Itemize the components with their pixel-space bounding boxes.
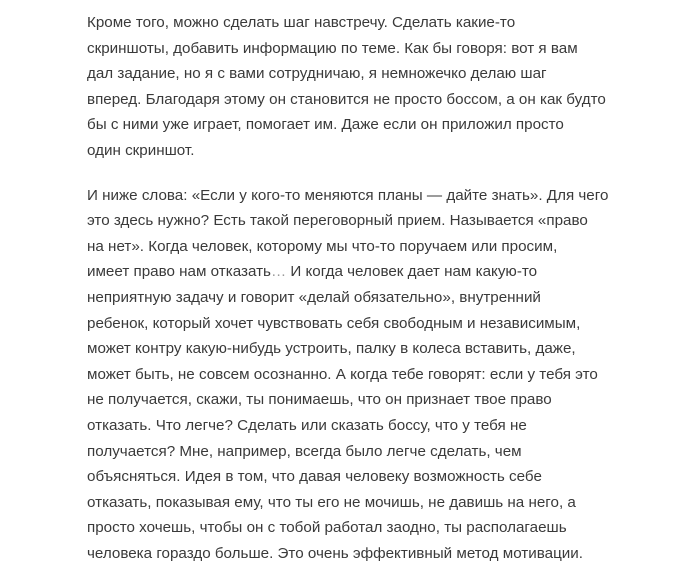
text-line: ребенок, который хочет чувствовать себя свободным и независимым, xyxy=(87,314,581,332)
text-line: отказать, показывая ему, что ты его не мочишь, не давишь на него, а xyxy=(87,493,576,511)
text-segment: имеет право нам отказать xyxy=(87,263,271,281)
text-line: неприятную задачу и говорит «делай обязательно», внутренний xyxy=(87,288,541,306)
text-line xyxy=(87,259,607,285)
text-line: это здесь нужно? Есть такой переговорный прием. Называется «право xyxy=(87,212,588,230)
text-line: бы с ними уже играет, помогает им. Даже если он приложил просто xyxy=(87,116,564,134)
paragraph-1 xyxy=(87,10,607,164)
text-line: получается? Мне, например, всегда было легче сделать, чем xyxy=(87,442,522,460)
ellipsis: … xyxy=(270,263,287,281)
text-line: объясняться. Идея в том, что давая человеку возможность себе xyxy=(87,468,542,486)
article-body xyxy=(87,10,607,585)
text-line: может быть, не совсем осознанно. А когда тебе говорят: если у тебя это xyxy=(87,365,598,383)
text-segment: И когда человек дает нам какую-то xyxy=(286,263,538,281)
text-line: отказать. Что легче? Сделать или сказать боссу, что у тебя не xyxy=(87,416,527,434)
text-line: просто хочешь, чтобы он с тобой работал заодно, ты располагаешь xyxy=(87,519,567,537)
text-line: вперед. Благодаря этому он становится не просто боссом, а он как будто xyxy=(87,90,606,108)
text-line: дал задание, но я с вами сотрудничаю, я немножечко делаю шаг xyxy=(87,65,547,83)
text-line: И ниже слова: «Если у кого-то меняются планы — дайте знать». Для чего xyxy=(87,186,609,204)
text-line: на нет». Когда человек, которому мы что-то поручаем или просим, xyxy=(87,237,558,255)
text-line: Кроме того, можно сделать шаг навстречу. Сделать какие-то xyxy=(87,14,516,31)
text-line: не получается, скажи, ты понимаешь, что он признает твое право xyxy=(87,391,552,409)
text-line: человека гораздо больше. Это очень эффективный метод мотивации. xyxy=(87,544,583,562)
text-line: скриншоты, добавить информацию по теме. Как бы говоря: вот я вам xyxy=(87,39,578,57)
paragraph-2 xyxy=(87,183,607,567)
text-line: один скриншот. xyxy=(87,141,195,159)
text-line: может контру какую-нибудь устроить, палку в колеса вставить, даже, xyxy=(87,340,576,358)
